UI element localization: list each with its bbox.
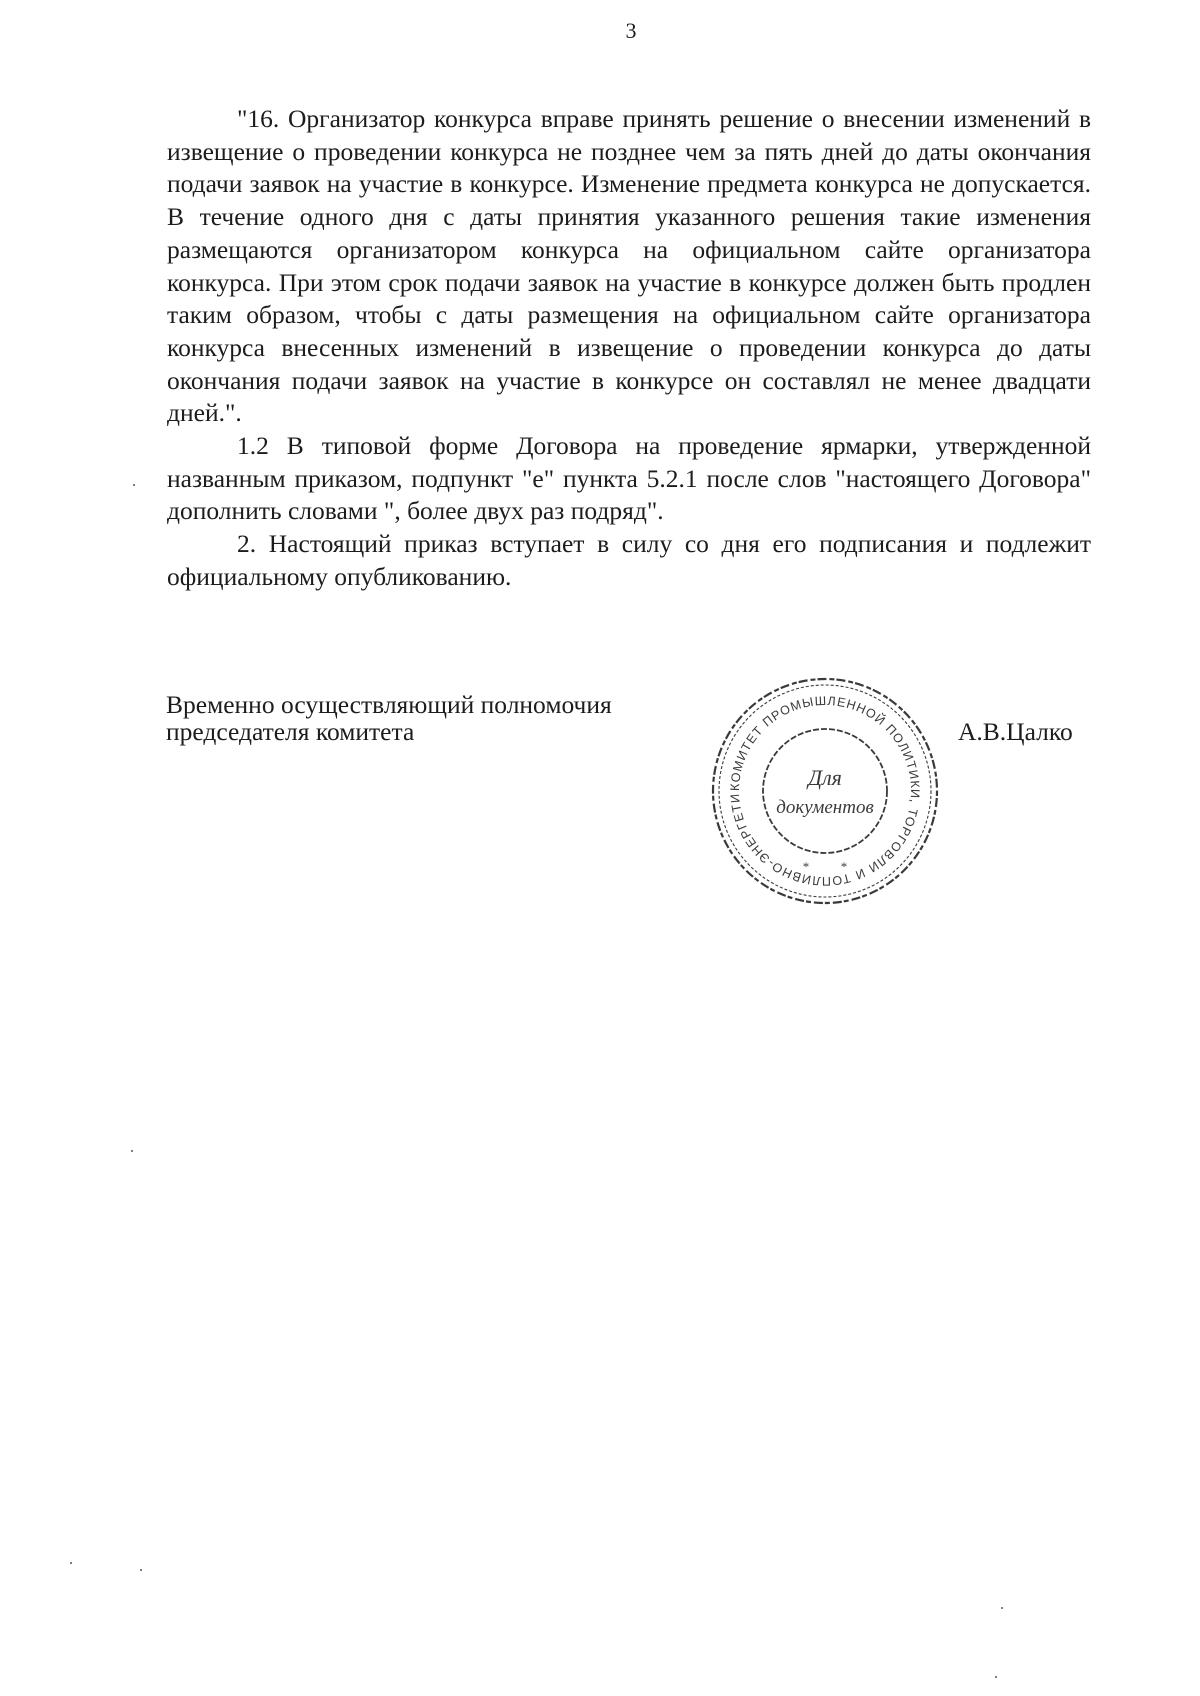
scan-speck (131, 1150, 133, 1152)
seal-graphic (705, 671, 945, 911)
scan-speck (1001, 1607, 1003, 1609)
paragraph-item-1-2: 1.2 В типовой форме Договора на проведение ярмарки, утвержденной названным приказом, подпункт "е" пункта 5.2.1 после слов "настоящего Договора" дополнить словами ", более двух раз подряд". (167, 431, 1091, 526)
signatory-position-line2: председателя комитета (166, 717, 415, 746)
signatory-position (166, 691, 612, 745)
star-icon: * (802, 859, 810, 874)
scan-speck (133, 484, 135, 486)
seal-outer-text: КОМИТЕТ ПРОМЫШЛЕННОЙ ПОЛИТИКИ, ТОРГОВЛИ И ТОПЛИВНО-ЭНЕРГЕТИ (727, 693, 923, 889)
seal-center-line2: документов (776, 797, 874, 818)
scan-speck (995, 1676, 997, 1678)
document-body (167, 103, 1091, 594)
seal-center-line1: Для (808, 765, 842, 790)
paragraph-item-2: 2. Настоящий приказ вступает в силу со дня его подписания и подлежит официальному опубликованию. (167, 529, 1091, 591)
page-number: 3 (625, 18, 637, 43)
seal-outer-ring (713, 679, 937, 903)
official-seal-stamp (705, 671, 945, 911)
signatory-position-line1: Временно осуществляющий полномочия (166, 690, 612, 719)
scan-speck (140, 1569, 142, 1571)
scan-speck (70, 1562, 72, 1564)
star-icon: * (840, 859, 848, 874)
paragraph-item-16: "16. Организатор конкурса вправе принять решение о внесении изменений в извещение о проведении конкурса не позднее чем за пять дней до даты окончания подачи заявок на участие в конкурсе. Изменение предмета конкурса не допускается. В течение одного дня с даты принятия указанного решения такие изменения размещаются организатором конкурса на официальном сайте организатора конкурса. При этом срок подачи заявок на участие в конкурсе должен быть продлен таким образом, чтобы с даты размещения на официальном сайте организатора конкурса внесенных изменений в извещение о проведении конкурса до даты окончания подачи заявок на участие в конкурсе он составлял не менее двадцати дней.". (167, 104, 1091, 428)
signatory-name: А.В.Цалко (958, 717, 1073, 746)
seal-inner-ring (763, 729, 887, 853)
seal-outer-ring-inner (719, 685, 931, 897)
